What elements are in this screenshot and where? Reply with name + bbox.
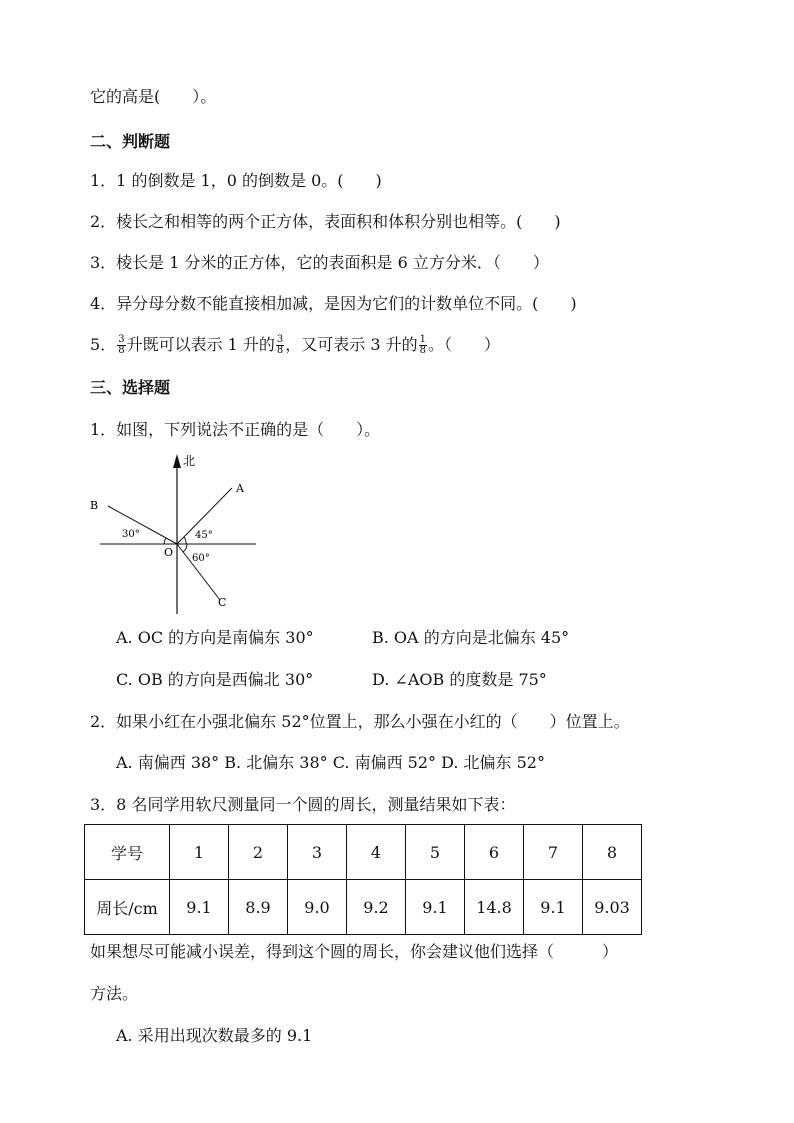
table-cell: 1 bbox=[170, 825, 229, 880]
judgement-item-3: 3．棱长是 1 分米的正方体，它的表面积是 6 立方分米．（ ） bbox=[90, 253, 549, 272]
table-cell: 5 bbox=[406, 825, 465, 880]
choice-q1-stem: 1．如图，下列说法不正确的是（ ）。 bbox=[90, 420, 381, 439]
north-label: 北 bbox=[183, 454, 196, 468]
measurement-table bbox=[84, 824, 642, 935]
item5-text-3: 。（ ） bbox=[428, 335, 501, 354]
judgement-item-1: 1．1 的倒数是 1，0 的倒数是 0。( ) bbox=[90, 171, 382, 190]
item5-text-1: 升既可以表示 1 升的 bbox=[126, 335, 275, 354]
point-c-label: C bbox=[218, 596, 227, 609]
angle-30-label: 30° bbox=[122, 529, 140, 540]
table-cell: 9.1 bbox=[170, 880, 229, 935]
q3-option-a: A. 采用出现次数最多的 9.1 bbox=[116, 1026, 313, 1045]
item5-prefix: 5． bbox=[90, 335, 117, 354]
table-cell: 2 bbox=[229, 825, 288, 880]
fraction: $\frac{1}{8}$ bbox=[419, 334, 427, 356]
table-cell: 8 bbox=[583, 825, 642, 880]
judgement-item-2: 2．棱长之和相等的两个正方体，表面积和体积分别也相等。( ) bbox=[90, 212, 561, 231]
table-cell: 6 bbox=[465, 825, 524, 880]
table-header-cell: 学号 bbox=[85, 825, 170, 880]
angle-arc-45 bbox=[184, 537, 186, 544]
q2-options: A. 南偏西 38° B. 北偏东 38° C. 南偏西 52° D. 北偏东 52° bbox=[116, 753, 545, 772]
section-heading-choice: 三、选择题 bbox=[90, 378, 171, 397]
q3-follow-up: 如果想尽可能减小误差，得到这个圆的周长，你会建议他们选择（ ） bbox=[90, 942, 619, 961]
q1-option-d: D. ∠AOB 的度数是 75° bbox=[372, 670, 547, 689]
choice-q2-stem: 2．如果小红在小强北偏东 52°位置上，那么小强在小红的（ ）位置上。 bbox=[90, 712, 630, 731]
table-row bbox=[85, 825, 642, 880]
point-b-label: B bbox=[90, 499, 99, 512]
angle-arc-30 bbox=[164, 538, 166, 544]
angle-arc-60 bbox=[183, 544, 187, 552]
judgement-item-4: 4．异分母分数不能直接相加减，是因为它们的计数单位不同。( ) bbox=[90, 294, 577, 313]
table-cell: 8.9 bbox=[229, 880, 288, 935]
ray-ob bbox=[108, 506, 177, 544]
angle-45-label: 45° bbox=[195, 530, 213, 541]
point-a-label: A bbox=[236, 482, 244, 495]
table-header-cell: 周长/cm bbox=[85, 880, 170, 935]
direction-diagram bbox=[80, 448, 270, 620]
item5-text-2: ，又可表示 3 升的 bbox=[285, 335, 418, 354]
table-cell: 9.1 bbox=[406, 880, 465, 935]
table-cell: 14.8 bbox=[465, 880, 524, 935]
table-cell: 7 bbox=[524, 825, 583, 880]
q1-option-a: A. OC 的方向是南偏东 30° bbox=[116, 628, 314, 647]
north-arrow bbox=[173, 454, 181, 468]
table-cell: 3 bbox=[288, 825, 347, 880]
table-cell: 9.0 bbox=[288, 880, 347, 935]
table-cell: 9.1 bbox=[524, 880, 583, 935]
table-cell: 9.03 bbox=[583, 880, 642, 935]
angle-60-label: 60° bbox=[192, 553, 210, 564]
judgement-item-5 bbox=[90, 334, 500, 356]
q1-option-c: C. OB 的方向是西偏北 30° bbox=[116, 670, 314, 689]
table-cell: 9.2 bbox=[347, 880, 406, 935]
fraction: $\frac{3}{8}$ bbox=[118, 334, 125, 356]
q3-follow-up-end: 方法。 bbox=[90, 984, 139, 1003]
q1-option-b: B. OA 的方向是北偏东 45° bbox=[372, 628, 570, 647]
previous-question-tail: 它的高是( ）。 bbox=[90, 87, 217, 106]
fraction: $\frac{3}{8}$ bbox=[276, 334, 284, 356]
point-o-label: O bbox=[164, 546, 174, 559]
section-heading-judgement: 二、判断题 bbox=[90, 132, 171, 151]
table-row bbox=[85, 880, 642, 935]
table-cell: 4 bbox=[347, 825, 406, 880]
choice-q3-stem: 3．8 名同学用软尺测量同一个圆的周长，测量结果如下表： bbox=[90, 795, 516, 814]
